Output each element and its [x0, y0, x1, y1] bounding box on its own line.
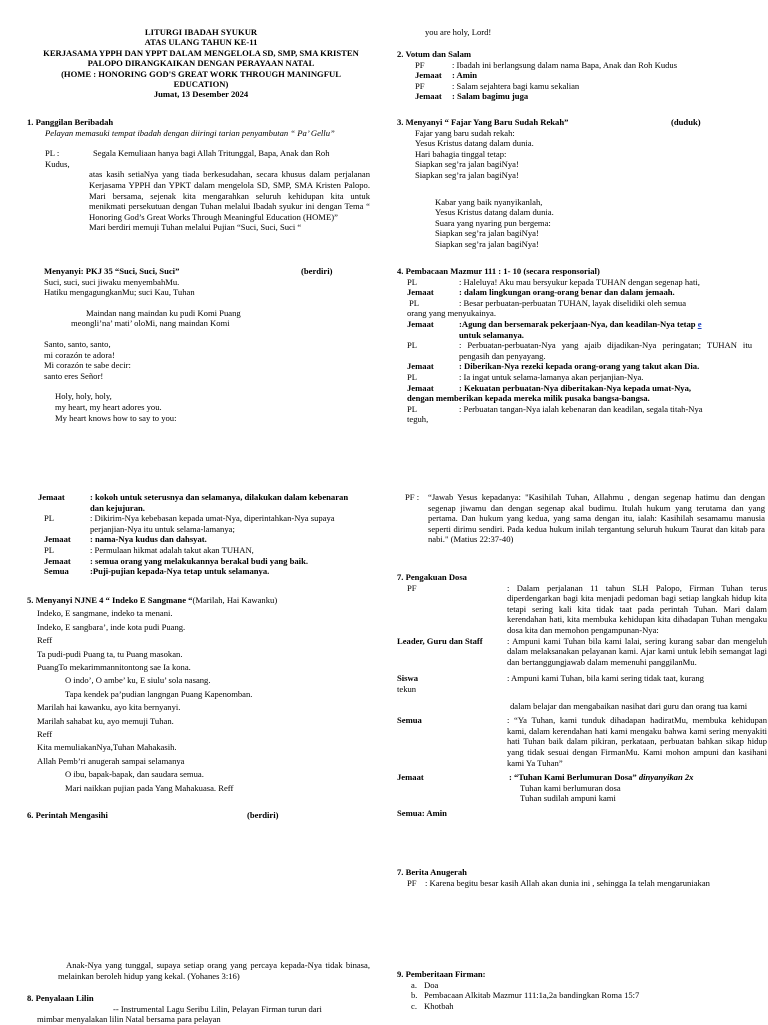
speaker-label: PL : — [45, 148, 60, 159]
header-line: ATAS ULANG TAHUN KE-11 — [144, 37, 258, 48]
list-item — [411, 990, 768, 1001]
speaker-label: Jemaat — [407, 287, 434, 298]
liturgy-text: : Ia ingat untuk selama-lamanya akan perjanjian-Nya. — [459, 371, 644, 382]
liturgy-text: : kokoh untuk seterusnya dan selamanya, dilakukan dalam kebenaran dan kejujuran. — [90, 492, 349, 513]
liturgy-text: : Karena begitu besar kasih Allah akan dunia ini , sehingga Ia telah mengaruniakan — [425, 877, 710, 888]
header-line: EDUCATION) — [173, 79, 229, 90]
song-line: Hari bahagia tinggal tetap: — [415, 148, 507, 159]
liturgy-text: teguh, — [407, 414, 429, 425]
song-line: Marilah hai kawanku, ayo kita bernyanyi. — [37, 702, 181, 713]
song-line: you are holy, Lord! — [425, 27, 492, 37]
liturgy-text: atas kasih setiaNya yang tiada berkesudahan, secara khusus dalam perjalanan Kerjasama YPPH dan YPKT dalam mengelola SD, SMP, SMA Kristen Palopo. Mari bersama, sejenak kita mengarahkan seluruh kehidupan kita untuk menikmati persekutuan dengan Tuhan melalui Ibadah syukur ini dengan Tema “ Honoring God’s Great Works Through Meaningful Education (HOME)” — [89, 169, 370, 222]
song-line: santo eres Señor! — [44, 370, 104, 381]
song-line: Siapkan seg’ra jalan bagiNya! — [435, 238, 539, 249]
speaker-label: PL — [407, 276, 418, 287]
liturgy-text: orang yang menyukainya. — [407, 308, 497, 319]
liturgy-text: : Kekuatan perbuatan-Nya diberitakan-Nya kepada umat-Nya, — [459, 382, 692, 393]
list-item-text: Khotbah — [424, 1000, 454, 1011]
posture-note: (berdiri) — [247, 810, 279, 820]
song-indeko — [27, 594, 372, 795]
song-line: Kita memuliakanNya,Tuhan Mahakasih. — [37, 742, 177, 753]
speaker-label: Semua — [397, 715, 422, 726]
song-line: Suara yang nyaring pun bergema: — [435, 217, 551, 228]
section-title: 1. Panggilan Beribadah — [27, 117, 114, 127]
posture-note: (berdiri) — [301, 266, 333, 276]
section-title: 4. Pembacaan Mazmur 111 : 1- 10 (secara responsorial) — [397, 266, 600, 276]
list-item-text: Pembacaan Alkitab Mazmur 111:1a,2a bandingkan Roma 15:7 — [424, 990, 640, 1001]
header-line: (HOME : HONORING GOD'S GREAT WORK THROUGH MANINGFUL — [61, 68, 341, 79]
header-line: PALOPO DIRANGKAIKAN DENGAN PERAYAAN NATAL — [87, 58, 315, 69]
song-subtitle: (Marilah, Hai Kawanku) — [192, 595, 278, 605]
speaker-label: Jemaat — [407, 318, 434, 329]
liturgy-text: : “Ya Tuhan, kami tunduk dihadapan hadiratMu, membuka kehidupan kami, dalam kerendahan hati kami mengaku bahwa kami sering menyakiti hati Tuhan baik dalam pikiran, perkataan, perbuatan bahkan sikap hidup yang tidak sesuai dengan FirmanMu. Kami mohon ampuni dan kasihani kami Ya Tuhan” — [507, 715, 767, 768]
liturgy-text: : Salam sejahtera bagi kamu sekalian — [452, 80, 580, 91]
liturgy-text: : Permulaan hikmat adalah takut akan TUHAN, — [90, 544, 254, 555]
song-line: Reff — [37, 729, 53, 740]
song-line: O ibu, bapak-bapak, dan saudara semua. — [65, 769, 204, 780]
berita-anugerah-cont — [58, 960, 370, 981]
mazmur-continued — [38, 492, 358, 577]
speaker-label: Leader, Guru dan Staff — [397, 635, 483, 646]
song-line: My heart knows how to say to you: — [55, 412, 177, 423]
liturgy-text: Kudus, — [45, 158, 70, 169]
song-line: Indeko, E sangmane, indeko ta menani. — [37, 608, 173, 619]
song-line: Tapa kendek pa’pudian langngan Puang Kapenomban. — [65, 688, 253, 699]
speaker-label: Jemaat — [407, 361, 434, 372]
liturgy-text: : Dikirim-Nya kebebasan kepada umat-Nya, diperintahkan-Nya supaya perjanjian-Nya itu untuk selama-lamanya; — [90, 513, 335, 534]
song-line: Mi corazón te sabe decir: — [44, 360, 131, 371]
section-title: 8. Penyalaan Lilin — [27, 993, 94, 1003]
liturgy-text: : dalam lingkungan orang-orang benar dan dalam jemaah. — [459, 287, 675, 298]
liturgy-text: : Amin — [421, 807, 447, 818]
song-note: dinyanyikan 2x — [638, 772, 694, 783]
liturgy-text: : Perbuatan-perbuatan-Nya yang ajaib dijadikan-Nya peringatan; TUHAN itu pengasih dan penyayang. — [459, 340, 752, 361]
rubric-note: Pelayan memasuki tempat ibadah dengan diiringi tarian penyambutan “ Pa’ Gellu” — [45, 127, 335, 138]
list-marker: b. — [411, 990, 418, 1001]
section-title: 3. Menyanyi “ Fajar Yang Baru Sudah Rekah” — [397, 117, 569, 127]
liturgy-text: mimbar menyalakan lilin Natal bersama para pelayan — [37, 1014, 221, 1025]
speaker-label: PL — [44, 513, 55, 524]
speaker-label: Jemaat — [415, 70, 442, 81]
liturgy-text: :Puji-pujian kepada-Nya tetap untuk selamanya. — [90, 566, 270, 577]
liturgy-text: dalam belajar dan mengabaikan nasihat dari guru dan orang tua kami — [510, 700, 748, 711]
song-line: Marilah sahabat ku, ayo memuji Tuhan. — [37, 715, 174, 726]
liturgy-text: : Besar perbuatan-perbuatan TUHAN, layak diselidiki oleh semua — [459, 297, 687, 308]
section-pengakuan-dosa — [397, 572, 768, 818]
song-line: Hatiku mengagungkanMu; suci Kau, Tuhan — [44, 287, 195, 298]
song-suci — [44, 266, 364, 423]
section-lilin — [27, 993, 372, 1025]
section-mazmur — [397, 266, 752, 425]
liturgy-text: dengan memberikan kepada mereka milik pusaka bangsa-bangsa. — [407, 393, 650, 404]
song-line: Siapkan seg’ra jalan bagiNya! — [415, 159, 519, 170]
speaker-label: PL — [407, 340, 418, 351]
song-line: Maindan nang maindan ku pudi Komi Puang — [86, 307, 241, 318]
song-line: Holy, holy, holy, — [55, 391, 112, 402]
header-block — [26, 27, 376, 100]
liturgy-text: tekun — [397, 683, 417, 694]
liturgy-text: Mari berdiri memuji Tuhan melalui Pujian “Suci, Suci, Suci “ — [89, 222, 302, 233]
speaker-label: PF : — [405, 492, 420, 502]
speaker-label: Semua — [44, 566, 69, 577]
speaker-label: Jemaat — [415, 91, 442, 102]
song-line: O indo’, O ambe’ ku, E siulu’ sola nasang. — [65, 675, 211, 686]
speaker-label: PL — [407, 371, 418, 382]
list-marker: a. — [411, 979, 417, 990]
liturgy-text: : Dalam perjalanan 11 tahun SLH Palopo, Firman Tuhan terus diperdengarkan bagi kita menjadi pedoman bagi setiap langkah hidup kita tetapi sering kali kita tidak taat pada perintah Tuhan. Mari dalam kerendahan hati, kita membuka kehidupan kita dihadapan Tuhan mengaku dosa kita dan memohon pengampunan-Nya: — [507, 582, 767, 635]
liturgy-text: -- Instrumental Lagu Seribu Lilin, Pelayan Firman turun dari — [113, 1003, 322, 1014]
section-panggilan — [27, 117, 370, 233]
header-line: KERJASAMA YPPH DAN YPPT DALAM MENGELOLA SD, SMP, SMA KRISTEN — [43, 47, 359, 58]
liturgy-text: : Salam bagimu juga — [452, 91, 529, 102]
header-date: Jumat, 13 Desember 2024 — [153, 89, 249, 100]
list-item — [411, 980, 768, 991]
song-line: Tuhan sudilah ampuni kami — [520, 793, 616, 804]
section-title: 7. Pengakuan Dosa — [397, 572, 467, 582]
section-fajar — [397, 117, 737, 250]
song-title: : “Tuhan Kami Berlumuran Dosa” — [509, 772, 637, 783]
list-item-text: Doa — [424, 979, 439, 990]
list-marker: c. — [411, 1000, 417, 1011]
song-line: my heart, my heart adores you. — [55, 401, 162, 412]
speaker-label: PF — [407, 877, 417, 888]
song-line: Indeko, E sangbara’, inde kota pudi Puang. — [37, 621, 186, 632]
song-line: Yesus Kristus datang dalam dunia. — [415, 138, 534, 149]
song-line: Kabar yang baik nyanyikanlah, — [435, 196, 543, 207]
liturgy-text: Anak-Nya yang tunggal, supaya setiap orang yang percaya kepada-Nya tidak binasa, melainkan beroleh hidup yang kekal. (Yohanes 3:16) — [58, 960, 370, 981]
song-line: Reff — [37, 635, 53, 646]
section-title: 2. Votum dan Salam — [397, 49, 472, 59]
song-title: Menyanyi: PKJ 35 “Suci, Suci, Suci” — [44, 266, 180, 276]
liturgy-text: : Haleluya! Aku mau bersyukur kepada TUHAN dengan segenap hati, — [459, 276, 700, 287]
song-line: Allah Pemb’ri anugerah sampai selamanya — [37, 755, 185, 766]
section-votum — [397, 49, 737, 102]
liturgy-text: : Amin — [452, 70, 478, 81]
speaker-label: Siswa — [397, 673, 419, 684]
song-line: Yesus Kristus datang dalam dunia. — [435, 207, 554, 218]
header-line: LITURGI IBADAH SYUKUR — [144, 27, 258, 37]
perintah-mengasihi-text — [405, 492, 768, 545]
song-line: Siapkan seg’ra jalan bagiNya! — [415, 169, 519, 180]
song-line: mi corazón te adora! — [44, 349, 115, 360]
section-berita-anugerah — [397, 867, 768, 888]
speaker-label: Semua — [397, 807, 422, 818]
song-line: Siapkan seg’ra jalan bagiNya! — [435, 228, 539, 239]
liturgy-text: : semua orang yang melakukannya berakal budi yang baik. — [90, 555, 308, 566]
footnote-link[interactable]: e — [697, 318, 702, 329]
liturgy-text: : nama-Nya kudus dan dahsyat. — [90, 534, 207, 545]
speaker-label: PL — [407, 403, 418, 414]
speaker-label: PF — [407, 582, 417, 593]
speaker-label: PL — [44, 544, 55, 555]
song-line: Mari naikkan pujian pada Yang Mahakuasa. Reff — [65, 782, 234, 793]
posture-note: (duduk) — [671, 117, 701, 127]
section-pemberitaan-firman — [397, 969, 768, 1011]
section-perintah — [27, 810, 372, 821]
song-end-line — [425, 27, 725, 38]
speaker-label: PF — [415, 80, 425, 91]
speaker-label: PF — [415, 59, 425, 70]
song-line: Santo, santo, santo, — [44, 338, 111, 349]
liturgy-text: : Diberikan-Nya rezeki kepada orang-orang yang takut akan Dia. — [459, 361, 700, 372]
song-line: Suci, suci, suci jiwaku menyembahMu. — [44, 276, 180, 287]
speaker-label: Jemaat — [44, 534, 71, 545]
liturgy-text: :Agung dan bersemarak pekerjaan-Nya, dan keadilan-Nya tetap — [459, 318, 696, 329]
liturgy-text: : Ampuni kami Tuhan, bila kami sering tidak taat, kurang — [507, 673, 704, 684]
song-line: Fajar yang baru sudah rekah: — [415, 127, 515, 138]
section-title: 7. Berita Anugerah — [397, 867, 467, 877]
liturgy-text: : Ibadah ini berlangsung dalam nama Bapa, Anak dan Roh Kudus — [452, 59, 678, 70]
list-item — [411, 1001, 768, 1012]
liturgy-text: untuk selamanya. — [459, 329, 524, 340]
speaker-label: PL — [409, 297, 420, 308]
speaker-label: Jemaat — [397, 772, 424, 783]
song-line: Tuhan kami berlumuran dosa — [520, 782, 621, 793]
song-line: PuangTo mekarimmannitontong sae Ia kona. — [37, 662, 191, 673]
speaker-label: Jemaat — [44, 555, 71, 566]
song-line: Ta pudi-pudi Puang ta, tu Puang masokan. — [37, 648, 183, 659]
speaker-label: Jemaat — [38, 492, 65, 502]
liturgy-text: : Perbuatan tangan-Nya ialah kebenaran dan keadilan, segala titah-Nya — [459, 403, 703, 414]
liturgy-text: “Jawab Yesus kepadanya: "Kasihilah Tuhan, Allahmu , dengan segenap hatimu dan dengan segenap jiwamu dan dengan segenap akal budimu. Itulah hukum yang terutama dan yang pertama. Dan hukum yang kedua, yang sama dengan itu, ialah: Kasihilah sesamamu manusia seperti dirimu sendiri. Pada kedua hukum inilah tergantung seluruh hukum Taurat dan kitab para nabi." (Matius 22:37-40) — [428, 492, 765, 545]
section-title: 6. Perintah Mengasihi — [27, 810, 108, 820]
liturgy-text: : Ampuni kami Tuhan bila kami lalai, sering kurang sabar dan mengeluh dalam melaksanakan pelayanan kami. Ajar kami untuk lebih semangat lagi dan bertanggungjawab dalam memenuhi panggilanMu. — [507, 635, 767, 667]
liturgy-text: Segala Kemuliaan hanya bagi Allah Tritunggal, Bapa, Anak dan Roh — [93, 148, 330, 159]
speaker-label: Jemaat — [407, 382, 434, 393]
section-title: 5. Menyanyi NJNE 4 “ Indeko E Sangmane “ — [27, 595, 193, 605]
song-line: meongli’na’ mati’ oloMi, nang maindan Komi — [71, 318, 230, 329]
section-title: 9. Pemberitaan Firman: — [397, 969, 486, 979]
